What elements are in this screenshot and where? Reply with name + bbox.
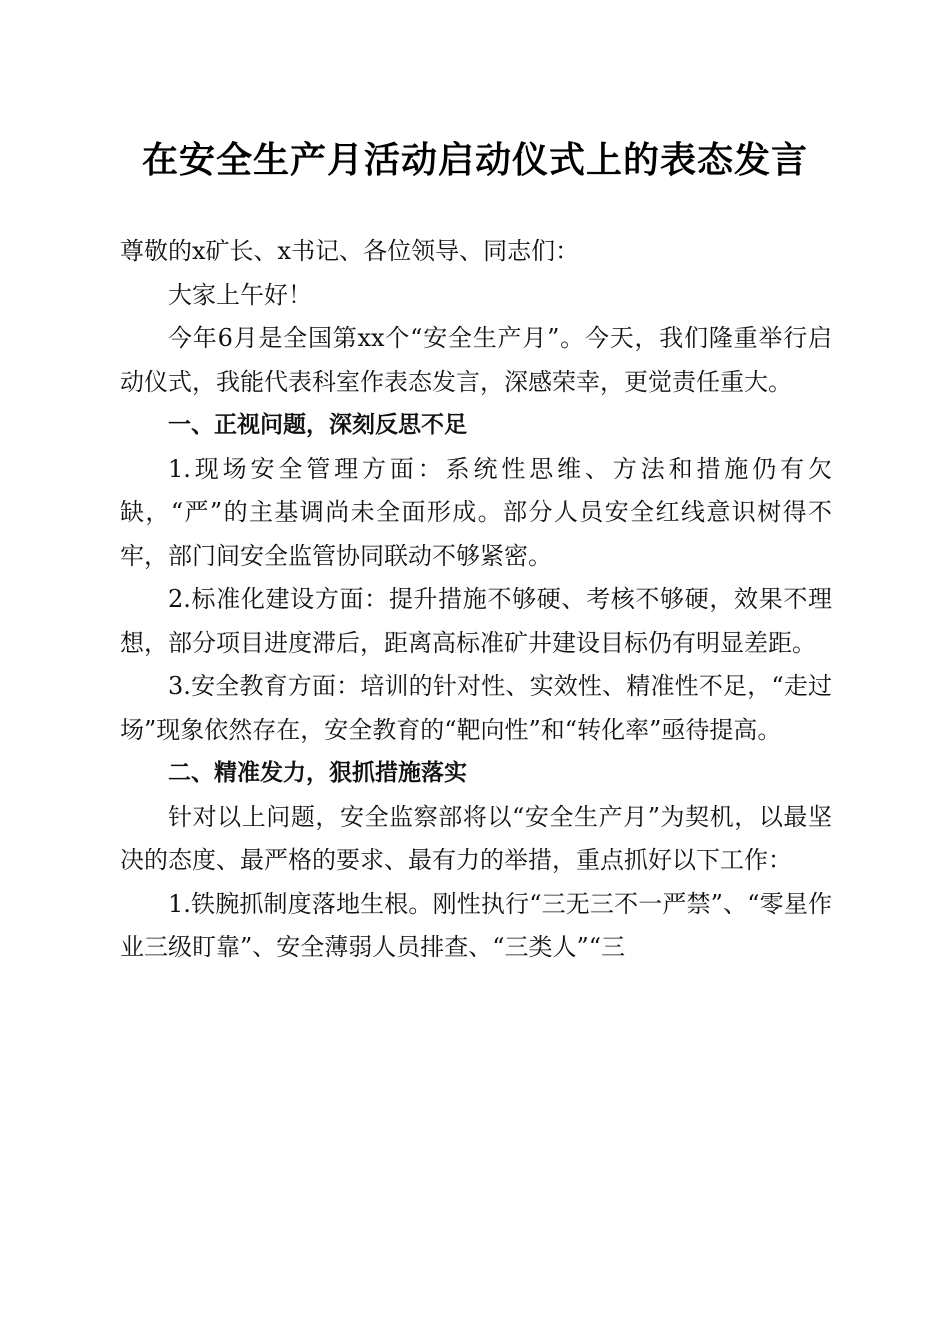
- section-2-heading: 二、精准发力，狠抓措施落实: [168, 760, 467, 786]
- greeting: 大家上午好！: [168, 280, 312, 309]
- section-2-intro: 针对以上问题，安全监察部将以“安全生产月”为契机，以最坚决的态度、最严格的要求、最有力的举措，重点抓好以下工作：: [120, 802, 832, 874]
- document-body: [120, 230, 832, 970]
- section-1-item-1: 1.现场安全管理方面：系统性思维、方法和措施仍有欠缺，“严”的主基调尚未全面形成。部分人员安全红线意识树得不牢，部门间安全监管协同联动不够紧密。: [120, 454, 832, 570]
- salutation: 尊敬的x矿长、x书记、各位领导、同志们：: [120, 237, 580, 265]
- section-2-item-1: 1.铁腕抓制度落地生根。刚性执行“三无三不一严禁”、“零星作业三级盯靠”、安全薄弱人员排查、“三类人”“三: [120, 889, 832, 961]
- section-1-item-3: 3.安全教育方面：培训的针对性、实效性、精准性不足，“走过场”现象依然存在，安全教育的“靶向性”和“转化率”亟待提高。: [120, 672, 832, 744]
- section-1-item-2: 2.标准化建设方面：提升措施不够硬、考核不够硬，效果不理想，部分项目进度滞后，距离高标准矿井建设目标仍有明显差距。: [120, 585, 832, 657]
- intro-paragraph: 今年6月是全国第xx个“安全生产月”。今天，我们隆重举行启动仪式，我能代表科室作表态发言，深感荣幸，更觉责任重大。: [120, 324, 832, 396]
- section-1-heading: 一、正视问题，深刻反思不足: [168, 412, 467, 438]
- document-title: 在安全生产月活动启动仪式上的表态发言: [141, 139, 808, 181]
